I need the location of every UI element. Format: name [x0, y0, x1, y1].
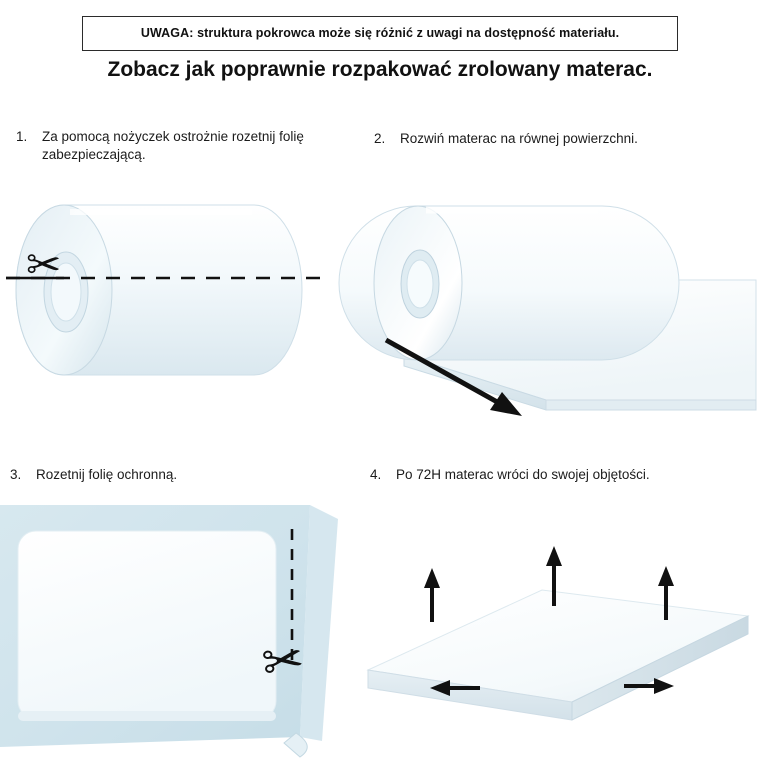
step-1-text: Za pomocą nożyczek ostrożnie rozetnij folię zabezpieczającą.	[42, 129, 304, 163]
mattress-shape	[18, 531, 276, 721]
step-1-caption	[16, 128, 346, 164]
scissors-icon	[258, 630, 308, 692]
step-4-text: Po 72H materac wróci do swojej objętości.	[396, 467, 650, 482]
step-3-number: 3.	[10, 467, 22, 482]
step-2-illustration	[356, 170, 756, 435]
step-2-number: 2.	[374, 131, 386, 146]
step-3-text: Rozetnij folię ochronną.	[36, 467, 178, 482]
step-4-illustration	[356, 520, 760, 750]
step-2-text: Rozwiń materac na równej powierzchni.	[400, 131, 638, 146]
step-1-illustration	[4, 180, 344, 410]
step-1-number: 1.	[16, 129, 28, 144]
notice-banner	[82, 16, 678, 51]
page-title-text: Zobacz jak poprawnie rozpakować zrolowany materac.	[107, 58, 653, 81]
rolled-mattress-shape	[339, 206, 679, 360]
step-4-number: 4.	[370, 467, 382, 482]
scissors-icon	[26, 241, 62, 288]
step-2-caption	[374, 130, 734, 148]
page-title	[0, 58, 760, 82]
scissors-glyph: ✂	[258, 630, 308, 692]
mattress-slab-shape	[368, 590, 748, 720]
rolled-mattress-shape	[16, 205, 302, 375]
step-4-caption	[370, 466, 740, 484]
step-3-caption	[10, 466, 340, 484]
scissors-glyph: ✂	[26, 241, 62, 288]
notice-text: UWAGA: struktura pokrowca może się różnić z uwagi na dostępność materiału.	[140, 26, 620, 40]
